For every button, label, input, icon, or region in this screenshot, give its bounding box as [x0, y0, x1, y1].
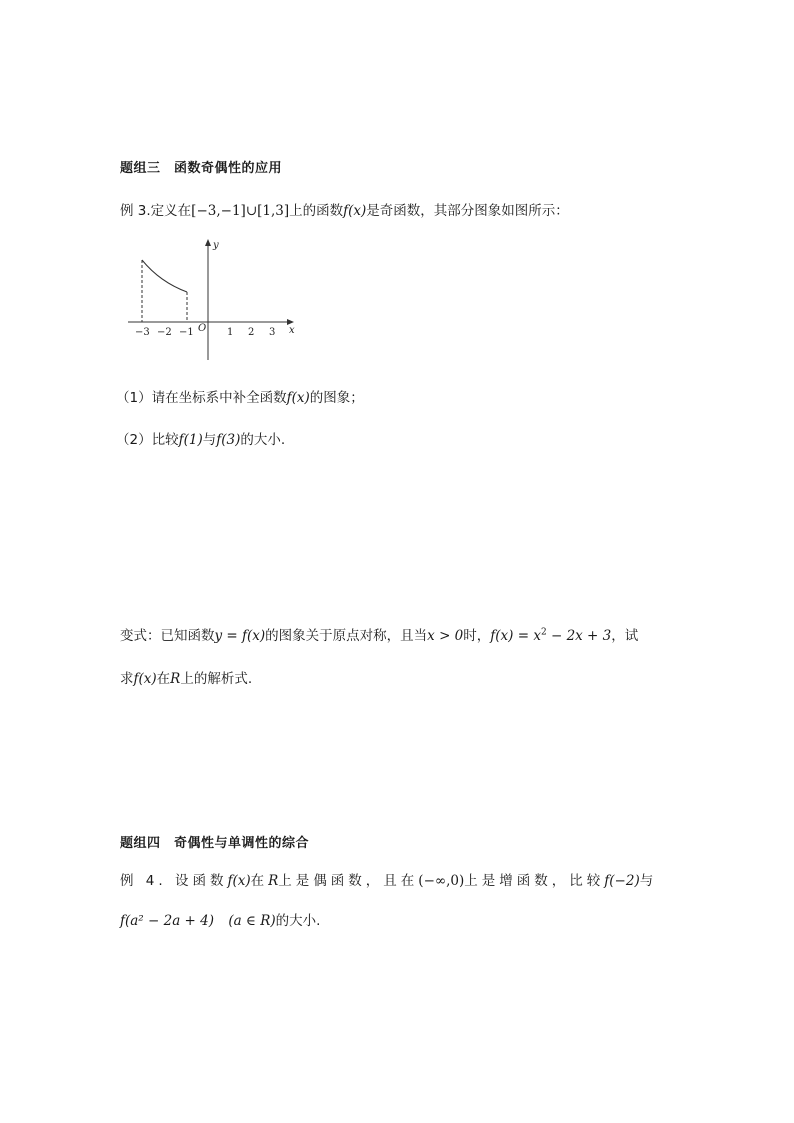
q2-f3: f(3) — [216, 432, 241, 448]
ex3-suffix: 是奇函数，其部分图象如图所示： — [366, 203, 569, 219]
example-4-line-2 — [120, 909, 320, 929]
ex4-text-d: 上是增函数，比较 — [464, 873, 605, 889]
ex4-interval: (−∞,0) — [418, 873, 465, 889]
q2-f1: f(1) — [178, 432, 203, 448]
tick-label: −2 — [157, 327, 172, 338]
q2-text-b: 与 — [202, 432, 217, 448]
ex4-text-a: 例 4. 设函数 — [120, 873, 228, 889]
tick-label: 2 — [248, 327, 255, 338]
y-axis-arrow — [205, 239, 211, 246]
ex3-mid: 上的函数 — [289, 203, 344, 219]
q1-text-b: 的图象； — [309, 390, 364, 406]
ex4-R: R — [268, 873, 279, 889]
q1-text-a: （1）请在坐标系中补全函数 — [116, 390, 287, 406]
tick-label: 1 — [227, 327, 234, 338]
function-graph — [126, 232, 306, 362]
variant-R: R — [170, 671, 181, 687]
variant-line-1 — [120, 624, 638, 644]
ex4-f-minus-2: f(−2) — [604, 873, 640, 889]
variant-fx2: f(x) — [133, 671, 157, 687]
ex4-text-b: 在 — [250, 873, 269, 889]
q2-text-c: 的大小. — [240, 432, 286, 448]
question-1 — [116, 386, 364, 406]
x-axis-label: x — [289, 325, 295, 336]
variant-fx: f(x) = x — [490, 628, 541, 644]
tick-label: 3 — [269, 327, 276, 338]
tick-label: −1 — [179, 327, 194, 338]
curve-segment — [142, 260, 187, 292]
ex3-interval-a: [−3,−1] — [191, 203, 246, 219]
variant-rest: − 2x + 3 — [546, 628, 612, 644]
variant-cond: x > 0 — [427, 628, 464, 644]
ex4-expression: f(a² − 2a + 4) — [120, 913, 215, 929]
ex3-union: ∪ — [245, 203, 258, 219]
ex3-interval-b: [1,3] — [257, 203, 290, 219]
ex4-line2-end: 的大小. — [275, 913, 321, 929]
tick-label: −3 — [135, 327, 150, 338]
variant-line2-c: 上的解析式. — [180, 671, 253, 687]
variant-line-2 — [120, 667, 252, 687]
ex3-fx: f(x) — [343, 203, 367, 219]
variant-line2-b: 在 — [156, 671, 171, 687]
variant-text-c: 时， — [463, 628, 491, 644]
question-2 — [116, 428, 285, 448]
q2-text-a: （2）比较 — [116, 432, 179, 448]
y-axis-label: y — [213, 240, 219, 251]
section-heading-3: 题组三 函数奇偶性的应用 — [120, 161, 283, 176]
example-4-line-1 — [120, 869, 653, 889]
example-3-statement — [120, 199, 569, 219]
variant-text-d: ，试 — [611, 628, 639, 644]
variant-exponent: 2 — [540, 627, 547, 638]
ex4-condition: (a ∈ R) — [228, 913, 276, 929]
variant-line2-a: 求 — [120, 671, 134, 687]
variant-eq: y = f(x) — [214, 628, 266, 644]
section-heading-4: 题组四 奇偶性与单调性的综合 — [120, 836, 310, 851]
variant-text-a: 变式：已知函数 — [120, 628, 215, 644]
q1-fx: f(x) — [286, 390, 310, 406]
ex4-fx: f(x) — [227, 873, 251, 889]
variant-text-b: 的图象关于原点对称，且当 — [265, 628, 428, 644]
ex4-text-c: 上是偶函数，且在 — [278, 873, 419, 889]
ex4-text-e: 与 — [639, 873, 654, 889]
origin-label: O — [198, 323, 207, 334]
ex3-prefix: 例 3.定义在 — [120, 203, 192, 219]
